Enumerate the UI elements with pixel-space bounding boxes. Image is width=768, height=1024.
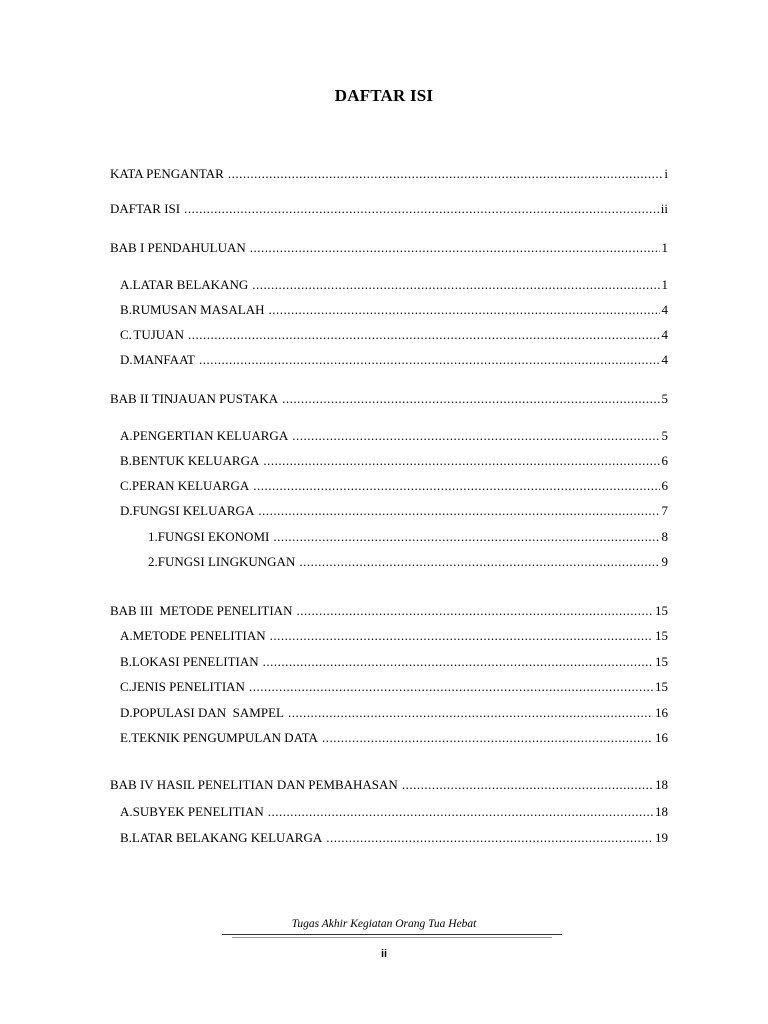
toc-entry-label: METODE PENELITIAN bbox=[132, 628, 266, 643]
dot-leader bbox=[282, 391, 659, 407]
toc-entry-label: MANFAAT bbox=[133, 352, 195, 367]
toc-entry-page: i bbox=[664, 166, 668, 181]
page-title: DAFTAR ISI bbox=[334, 86, 434, 105]
toc-entry-number: C. bbox=[120, 478, 132, 493]
dot-leader bbox=[402, 777, 653, 793]
toc-entry-page: 5 bbox=[661, 428, 668, 443]
toc-entry-label: FUNGSI EKONOMI bbox=[157, 529, 270, 544]
toc-entry-label: TEKNIK PENGUMPULAN DATA bbox=[131, 730, 318, 745]
toc-entry-label: SUBYEK PENELITIAN bbox=[132, 804, 264, 819]
toc-entry-page: 15 bbox=[655, 628, 668, 643]
toc-entry-page: 18 bbox=[655, 804, 668, 819]
dot-leader bbox=[249, 679, 653, 695]
dot-leader bbox=[253, 478, 659, 494]
toc-entry-label: POPULASI DAN SAMPEL bbox=[132, 705, 284, 720]
toc-entry bbox=[110, 201, 668, 217]
toc-entry bbox=[120, 705, 668, 721]
toc-entry bbox=[120, 302, 668, 318]
toc-entry-number: A. bbox=[120, 804, 133, 819]
toc-entry-page: 4 bbox=[661, 302, 668, 317]
dot-leader bbox=[322, 730, 653, 746]
dot-leader bbox=[268, 804, 653, 820]
toc-entry bbox=[148, 554, 668, 570]
toc-entry-label: BAB II TINJAUAN PUSTAKA bbox=[110, 391, 279, 406]
dot-leader bbox=[273, 529, 659, 545]
toc-entry bbox=[120, 453, 668, 469]
toc-entry-label: JENIS PENELITIAN bbox=[131, 679, 245, 694]
footer-rule bbox=[222, 934, 562, 935]
toc-entry-page: 19 bbox=[655, 830, 668, 845]
toc-entry-page: 1 bbox=[661, 277, 668, 292]
dot-leader bbox=[188, 327, 660, 343]
toc-entry-number: B. bbox=[120, 302, 132, 317]
toc-entry bbox=[120, 352, 668, 368]
toc-entry-label: PERAN KELUARGA bbox=[131, 478, 250, 493]
toc-entry-label: PENGERTIAN KELUARGA bbox=[132, 428, 289, 443]
toc-entry-page: 9 bbox=[661, 554, 668, 569]
dot-leader bbox=[288, 705, 653, 721]
toc-entry-label: KATA PENGANTAR bbox=[110, 166, 224, 181]
toc-entry bbox=[110, 603, 668, 619]
toc-entry-number: 1. bbox=[148, 529, 158, 544]
toc-entry bbox=[120, 654, 668, 670]
toc-entry-page: 6 bbox=[661, 453, 668, 468]
toc-entry bbox=[120, 428, 668, 444]
dot-leader bbox=[184, 201, 659, 217]
toc-entry-page: 16 bbox=[655, 705, 668, 720]
toc-entry-label: BAB IV HASIL PENELITIAN DAN PEMBAHASAN bbox=[110, 777, 398, 792]
toc-entry-page: 15 bbox=[655, 603, 668, 618]
toc-entry-page: 1 bbox=[661, 240, 668, 255]
toc-entry-label: LOKASI PENELITIAN bbox=[131, 654, 259, 669]
toc-entry-page: 4 bbox=[661, 352, 668, 367]
toc-entry-label: RUMUSAN MASALAH bbox=[131, 302, 265, 317]
toc-entry bbox=[120, 804, 668, 820]
toc-entry bbox=[148, 529, 668, 545]
toc-entry-number: A. bbox=[120, 277, 133, 292]
toc-entry-number: E. bbox=[120, 730, 132, 745]
toc-entry-number: D. bbox=[120, 705, 133, 720]
toc-entry-number: B. bbox=[120, 453, 132, 468]
dot-leader bbox=[250, 240, 660, 256]
toc-entry-label: LATAR BELAKANG bbox=[132, 277, 249, 292]
toc-entry-page: 5 bbox=[661, 391, 668, 406]
toc-entry-label: BAB I PENDAHULUAN bbox=[110, 240, 246, 255]
dot-leader bbox=[263, 654, 653, 670]
toc-entry-label: BENTUK KELUARGA bbox=[131, 453, 260, 468]
page-number: ii bbox=[380, 948, 388, 960]
toc-entry-number: B. bbox=[120, 654, 132, 669]
footer-rule bbox=[232, 937, 552, 938]
toc-entry-page: 15 bbox=[655, 679, 668, 694]
dot-leader bbox=[270, 628, 653, 644]
dot-leader bbox=[268, 302, 659, 318]
footer-text: Tugas Akhir Kegiatan Orang Tua Hebat bbox=[291, 918, 477, 930]
dot-leader bbox=[252, 277, 659, 293]
dot-leader bbox=[199, 352, 660, 368]
toc-entry-number: C. bbox=[120, 327, 132, 342]
toc-entry bbox=[120, 628, 668, 644]
dot-leader bbox=[299, 554, 659, 570]
toc-entry-number: B. bbox=[120, 830, 132, 845]
toc-entry-label: BAB III METODE PENELITIAN bbox=[110, 603, 293, 618]
toc-entry-number: A. bbox=[120, 428, 133, 443]
toc-entry-number: D. bbox=[120, 503, 133, 518]
toc-entry-label: FUNGSI KELUARGA bbox=[132, 503, 255, 518]
toc-entry-number: A. bbox=[120, 628, 133, 643]
toc-entry-number: D. bbox=[120, 352, 133, 367]
dot-leader bbox=[228, 166, 663, 182]
toc-entry bbox=[120, 730, 668, 746]
toc-entry bbox=[110, 777, 668, 793]
toc-entry-page: 8 bbox=[661, 529, 668, 544]
toc-entry bbox=[120, 830, 668, 846]
toc-entry-number: 2. bbox=[148, 554, 158, 569]
toc-entry-label: TUJUAN bbox=[133, 327, 184, 342]
toc-entry-page: 7 bbox=[661, 503, 668, 518]
dot-leader bbox=[326, 830, 653, 846]
toc-entry-page: 4 bbox=[661, 327, 668, 342]
toc-entry-page: 16 bbox=[655, 730, 668, 745]
toc-entry-number: C. bbox=[120, 679, 132, 694]
toc-entry bbox=[110, 391, 668, 407]
toc-entry bbox=[120, 503, 668, 519]
dot-leader bbox=[292, 428, 659, 444]
dot-leader bbox=[263, 453, 659, 469]
toc-entry-label: FUNGSI LINGKUNGAN bbox=[157, 554, 296, 569]
toc-entry-label: LATAR BELAKANG KELUARGA bbox=[131, 830, 323, 845]
toc-entry bbox=[120, 679, 668, 695]
toc-entry-page: 15 bbox=[655, 654, 668, 669]
toc-entry bbox=[120, 327, 668, 343]
toc-entry-label: DAFTAR ISI bbox=[110, 201, 181, 216]
toc-entry bbox=[120, 277, 668, 293]
dot-leader bbox=[258, 503, 659, 519]
toc-entry bbox=[120, 478, 668, 494]
dot-leader bbox=[296, 603, 653, 619]
toc-entry bbox=[110, 166, 668, 182]
toc-entry-page: 18 bbox=[655, 777, 668, 792]
toc-entry-page: 6 bbox=[661, 478, 668, 493]
toc-entry-page: ii bbox=[660, 201, 668, 216]
toc-entry bbox=[110, 240, 668, 256]
